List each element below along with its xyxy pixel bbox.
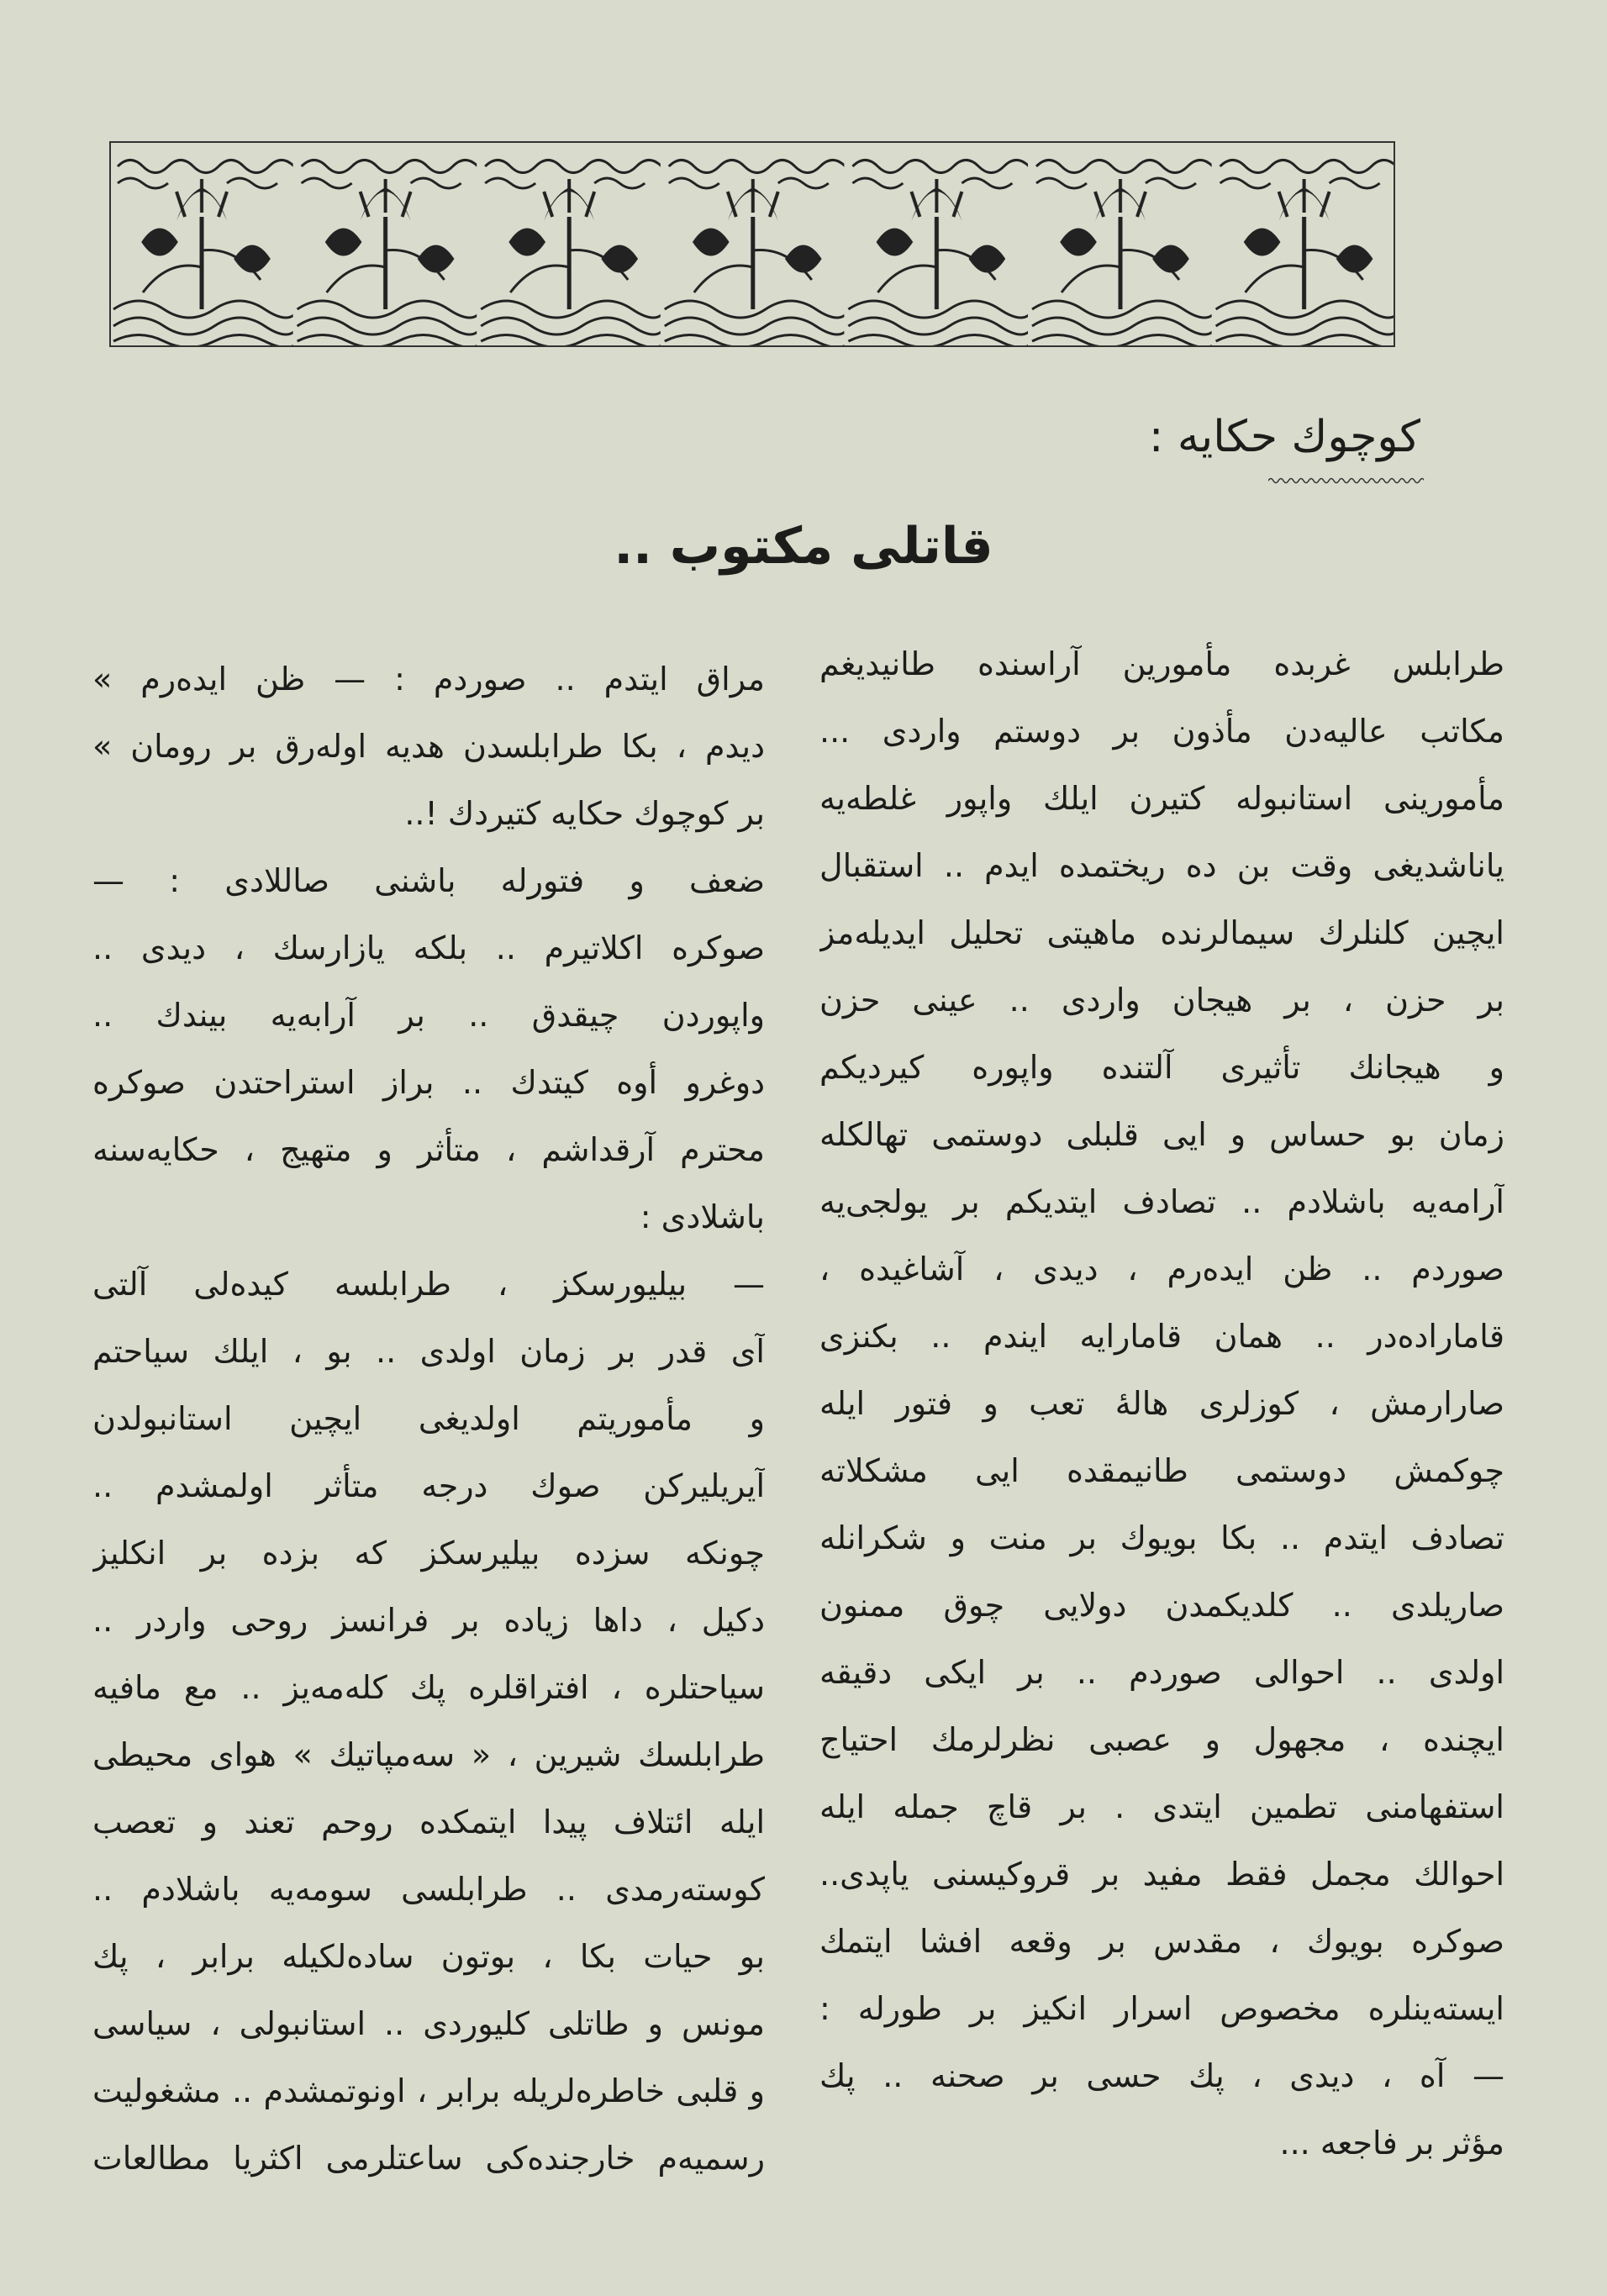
right-text-column <box>819 630 1504 2177</box>
text-line: بو حیات بکا ، بوتون ساده‌لکیله برابر ، پك <box>92 1938 765 1975</box>
text-line: ایچنده ، مجهول و عصبی نظرلرمك احتیاج <box>819 1721 1504 1758</box>
text-line: دیدم ، بکا طرابلسدن هدیه اوله‌رق بر رومان » <box>92 728 765 765</box>
section-label: کوچوك حکایه : <box>1148 412 1420 462</box>
text-line: یاناشدیغی وقت بن ده ریختمده ایدم .. استقبال <box>819 847 1504 884</box>
text-line: — بیلیورسکز ، طرابلسه کیده‌لی آلتی <box>92 1266 765 1303</box>
text-line: باشلادی : <box>640 1198 765 1235</box>
text-line: چوکمش دوستمی طانیمقده ایی مشکلاته <box>819 1452 1504 1489</box>
text-line: ایسته‌ینلره مخصوص اسرار انکیز بر طورله : <box>819 1990 1504 2027</box>
text-line: صوردم .. ظن ایده‌رم ، دیدی ، آشاغیده ، <box>819 1251 1504 1288</box>
text-line: محترم آرقداشم ، متأثر و متهیج ، حکایه‌سنه <box>92 1131 765 1168</box>
decorative-lotus-ornament-band <box>109 141 1395 347</box>
text-line: — آه ، دیدی ، پك حسی بر صحنه .. پك <box>819 2057 1504 2094</box>
text-line: اولدی .. احوالی صوردم .. بر ایکی دقیقه <box>819 1654 1504 1691</box>
text-line: صارارمش ، کوزلری هالهٔ تعب و فتور ایله <box>819 1385 1504 1422</box>
text-line: دکیل ، داها زیاده بر فرانسز روحی واردر .. <box>92 1602 765 1639</box>
text-line: و مأموریتم اولدیغی ایچین استانبولدن <box>92 1400 765 1437</box>
wavy-underline <box>1268 476 1424 486</box>
story-title: قاتلی مکتوب .. <box>614 517 993 576</box>
text-line: بر کوچوك حکایه کتیردك !.. <box>404 795 765 832</box>
text-line: صاریلدی .. کلدیکمدن دولایی چوق ممنون <box>819 1587 1504 1624</box>
text-line: کوسته‌رمدی .. طرابلسی سومه‌یه باشلادم .. <box>92 1871 765 1908</box>
text-line: ضعف و فتورله باشنی صاللادی : — <box>92 862 765 899</box>
text-line: مؤثر بر فاجعه ... <box>1279 2125 1504 2162</box>
text-line: صوکره بویوك ، مقدس بر وقعه افشا ایتمك <box>819 1923 1504 1960</box>
text-line: آرامه‌یه باشلادم .. تصادف ایتدیکم بر یولجی‌یه <box>819 1183 1504 1220</box>
text-line: مکاتب عالیه‌دن مأذون بر دوستم واردی ... <box>819 713 1504 750</box>
text-line: و قلبی خاطره‌لریله برابر ، اونوتمشدم .. مشغولیت <box>92 2072 765 2109</box>
left-text-column <box>92 645 765 2192</box>
text-line: ایچین کلنلرك سیمالرنده ماهیتی تحلیل ایدیله‌مز <box>819 914 1504 951</box>
text-line: ایله ائتلاف پیدا ایتمکده روحم تعند و تعصب <box>92 1804 765 1840</box>
text-line: آیریلیرکن صوك درجه متأثر اولمشدم .. <box>92 1467 765 1504</box>
text-line: صوکره اکلاتیرم .. بلکه یازارسك ، دیدی .. <box>92 929 765 966</box>
text-line: تصادف ایتدم .. بکا بویوك بر منت و شکرانله <box>819 1519 1504 1556</box>
text-line: قاماراده‌در .. همان قامارایه ایندم .. بکنزی <box>819 1318 1504 1355</box>
text-line: زمان بو حساس و ایی قلبلی دوستمی تهالکله <box>819 1116 1504 1153</box>
text-line: چونکه سزده بیلیرسکز که بزده بر انکلیز <box>92 1535 765 1572</box>
text-line: طرابلس غربده مأمورین آراسنده طانیدیغم <box>819 645 1504 682</box>
text-line: احوالك مجمل فقط مفید بر قروکیسنی یاپدی.. <box>819 1856 1504 1893</box>
text-line: رسمیه‌م خارجنده‌کی ساعتلرمی اکثریا مطالعات <box>92 2140 765 2177</box>
text-line: مونس و طاتلی کلیوردی .. استانبولی ، سیاسی <box>92 2005 765 2042</box>
text-line: مأمورینی استانبوله کتیرن ایلك واپور غلطه‌یه <box>819 780 1504 817</box>
text-line: استفهامنی تطمین ایتدی . بر قاچ جمله ایله <box>819 1788 1504 1825</box>
text-line: آی قدر بر زمان اولدی .. بو ، ایلك سیاحتم <box>92 1333 765 1370</box>
text-line: مراق ایتدم .. صوردم : — ظن ایده‌رم » <box>92 661 765 698</box>
text-line: بر حزن ، بر هیجان واردی .. عینی حزن <box>819 982 1504 1019</box>
text-line: و هیجانك تأثیری آلتنده واپوره کیردیکم <box>819 1049 1504 1086</box>
text-line: دوغرو أوه کیتدك .. براز استراحتدن صوکره <box>92 1064 765 1101</box>
text-line: طرابلسك شیرین ، « سه‌مپاتیك » هوای محیطی <box>92 1736 765 1773</box>
text-line: سیاحتلره ، افتراقلره پك کله‌مه‌یز .. مع مافیه <box>92 1669 765 1706</box>
text-line: واپوردن چیقدق .. بر آرابه‌یه بیندك .. <box>92 997 765 1034</box>
